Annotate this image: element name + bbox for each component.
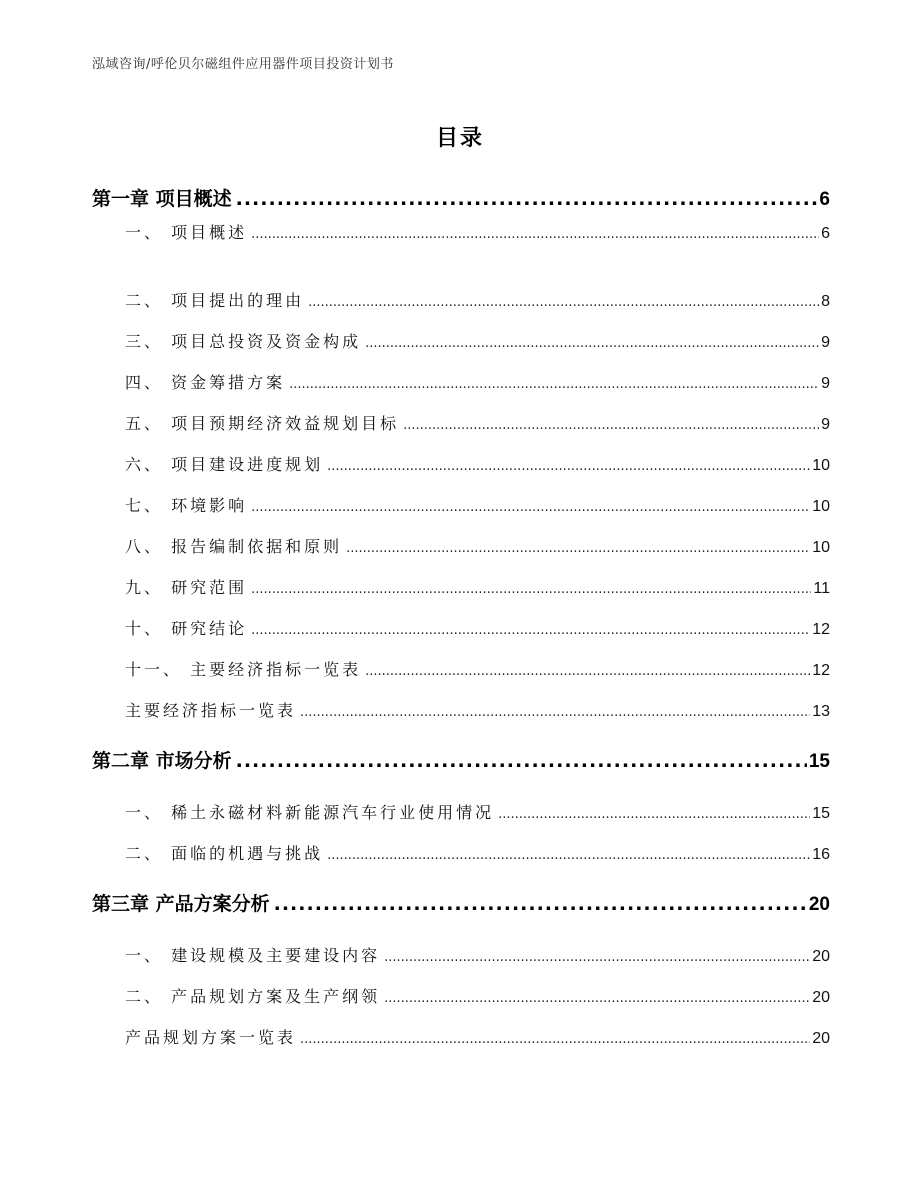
toc-entry-section[interactable]: [125, 288, 830, 312]
dot-leader: [251, 623, 810, 638]
toc-entry-section[interactable]: [125, 220, 830, 244]
toc-entry-page: 15: [808, 751, 830, 772]
toc-entry-page: 9: [821, 375, 830, 392]
toc-entry-label: 七、 环境影响: [125, 496, 248, 515]
dot-leader: [236, 188, 818, 210]
toc-entry-label: 十一、 主要经济指标一览表: [125, 660, 362, 679]
dot-leader: [300, 705, 810, 720]
toc-entry-page: 6: [821, 225, 830, 242]
toc-entry-page: 10: [812, 539, 830, 556]
toc-entry-label: 第二章 市场分析: [92, 750, 232, 772]
toc-entry-label: 一、 建设规模及主要建设内容: [125, 946, 381, 965]
dot-leader: [289, 377, 819, 392]
toc-entry-section[interactable]: [125, 370, 830, 394]
toc-entry-page: 9: [821, 416, 830, 433]
dot-leader: [251, 582, 811, 597]
toc-entry-page: 11: [813, 580, 830, 597]
toc-entry-label: 一、 稀土永磁材料新能源汽车行业使用情况: [125, 803, 495, 822]
toc-entry-label: 第三章 产品方案分析: [92, 893, 270, 915]
toc-entry-page: 6: [819, 189, 830, 210]
dot-leader: [308, 295, 819, 310]
toc-entry-section[interactable]: [125, 493, 830, 517]
dot-leader: [403, 418, 819, 433]
toc-entry-page: 20: [812, 948, 830, 965]
toc-entry-page: 12: [812, 621, 830, 638]
toc-entry-label: 二、 项目提出的理由: [125, 291, 305, 310]
toc-entry-page: 12: [812, 662, 830, 679]
toc-entry-label: 二、 产品规划方案及生产纲领: [125, 987, 381, 1006]
toc-entry-section[interactable]: [125, 943, 830, 967]
toc-entry-section[interactable]: [125, 657, 830, 681]
toc-entry-section[interactable]: [125, 984, 830, 1008]
dot-leader: [236, 750, 807, 772]
toc-entry-section[interactable]: [125, 411, 830, 435]
dot-leader: [384, 991, 810, 1006]
dot-leader: [365, 664, 810, 679]
running-header: 泓域咨询/呼伦贝尔磁组件应用器件项目投资计划书: [92, 57, 394, 72]
toc-entry-label: 十、 研究结论: [125, 619, 248, 638]
dot-leader: [346, 541, 810, 556]
toc-entry-chapter-1[interactable]: [92, 184, 830, 212]
toc-entry-label: 六、 项目建设进度规划: [125, 455, 324, 474]
dot-leader: [327, 848, 810, 863]
dot-leader: [300, 1032, 810, 1047]
toc-entry-page: 13: [812, 703, 830, 720]
dot-leader: [251, 227, 819, 242]
toc-entry-page: 20: [808, 894, 830, 915]
dot-leader: [384, 950, 810, 965]
dot-leader: [498, 807, 810, 822]
toc-entry-label: 三、 项目总投资及资金构成: [125, 332, 362, 351]
dot-leader: [251, 500, 810, 515]
toc-entry-page: 8: [821, 293, 830, 310]
toc-entry-label: 五、 项目预期经济效益规划目标: [125, 414, 400, 433]
toc-entry-label: 四、 资金筹措方案: [125, 373, 286, 392]
toc-entry-label: 产品规划方案一览表: [125, 1028, 297, 1047]
toc-entry-label: 主要经济指标一览表: [125, 701, 297, 720]
toc-entry-section[interactable]: [125, 616, 830, 640]
toc-entry-section[interactable]: [125, 534, 830, 558]
toc-entry-label: 八、 报告编制依据和原则: [125, 537, 343, 556]
toc-entry-page: 20: [812, 1030, 830, 1047]
toc-entry-section[interactable]: [125, 698, 830, 722]
toc-entry-label: 第一章 项目概述: [92, 188, 232, 210]
toc-entry-label: 九、 研究范围: [125, 578, 248, 597]
dot-leader: [365, 336, 819, 351]
toc-entry-section[interactable]: [125, 452, 830, 476]
toc-entry-section[interactable]: [125, 800, 830, 824]
toc-entry-page: 15: [812, 805, 830, 822]
toc-entry-section[interactable]: [125, 841, 830, 865]
toc-entry-chapter-2[interactable]: [92, 746, 830, 774]
toc-entry-chapter-3[interactable]: [92, 889, 830, 917]
toc-entry-section[interactable]: [125, 1025, 830, 1049]
toc-entry-label: 一、 项目概述: [125, 223, 248, 242]
toc-entry-page: 16: [812, 846, 830, 863]
dot-leader: [327, 459, 810, 474]
toc-entry-label: 二、 面临的机遇与挑战: [125, 844, 324, 863]
toc-entry-section[interactable]: [125, 575, 830, 599]
toc-entry-section[interactable]: [125, 329, 830, 353]
toc-entry-page: 10: [812, 457, 830, 474]
dot-leader: [274, 893, 807, 915]
toc-entry-page: 20: [812, 989, 830, 1006]
toc-entry-page: 9: [821, 334, 830, 351]
toc-entry-page: 10: [812, 498, 830, 515]
toc-title: 目录: [435, 126, 484, 151]
